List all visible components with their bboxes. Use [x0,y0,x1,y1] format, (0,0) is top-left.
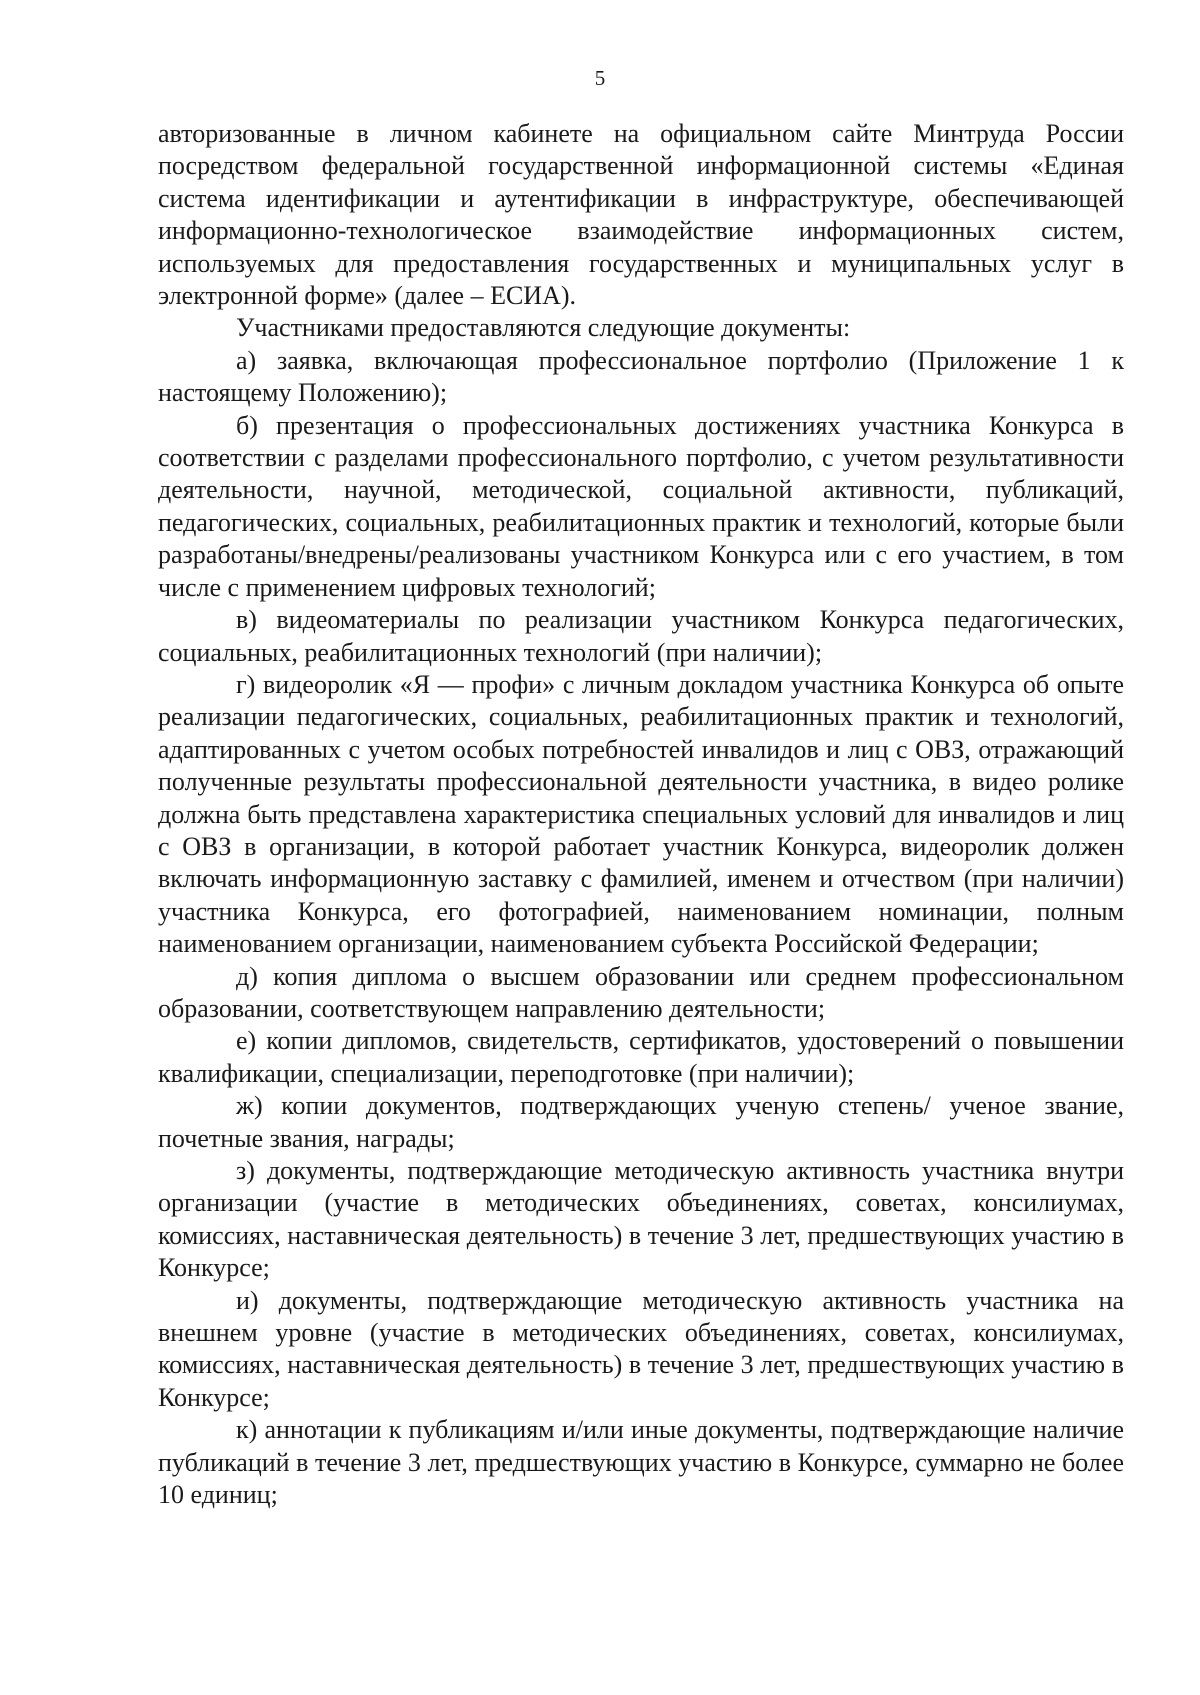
list-item-z: з) документы, подтверждающие методическую активность участника внутри организации (участие в методических объединениях, советах, консилиумах, комиссиях, наставническая деятельность) в течение 3 лет, предшествующих участию в Конкурсе; [158,1156,1124,1283]
paragraph-continuation: авторизованные в личном кабинете на официальном сайте Минтруда России посредством федеральной государственной информационной системы «Единая система идентификации и аутентификации в инфраструктуре, обеспечивающей информационно-технологическое взаимодействие информационных систем, используемых для предоставления государственных и муниципальных услуг в электронной форме» (далее – ЕСИА). [158,119,1124,311]
list-item-v: в) видеоматериалы по реализации участником Конкурса педагогических, социальных, реабилитационных технологий (при наличии); [158,605,1124,667]
list-item-b: б) презентация о профессиональных достижениях участника Конкурса в соответствии с разделами профессионального портфолио, с учетом результативности деятельности, научной, методической, социальной активности, публикаций, педагогических, социальных, реабилитационных практик и технологий, которые были разработаны/внедрены/реализованы участником Конкурса или с его участием, в том числе с применением цифровых технологий; [158,410,1124,602]
list-item-a: а) заявка, включающая профессиональное портфолио (Приложение 1 к настоящему Положению); [158,345,1124,408]
list-item-e: е) копии дипломов, свидетельств, сертификатов, удостоверений о повышении квалификации, специализации, переподготовке (при наличии); [158,1026,1124,1088]
page-number: 5 [594,66,606,90]
list-item-g: г) видеоролик «Я — профи» с личным докладом участника Конкурса об опыте реализации педагогических, социальных, реабилитационных практик и технологий, адаптированных с учетом особых потребностей инвалидов и лиц с ОВЗ, отражающий полученные результаты профессиональной деятельности участника, в видео ролике должна быть представлена характеристика специальных условий для инвалидов и лиц с ОВЗ в организации, в которой работает участник Конкурса, видеоролик должен включать информационную заставку с фамилией, именем и отчеством (при наличии) участника Конкурса, его фотографией, наименованием номинации, полным наименованием организации, наименованием субъекта Российской Федерации; [158,669,1124,959]
list-item-i: и) документы, подтверждающие методическую активность участника на внешнем уровне (участие в методических объединениях, советах, консилиумах, комиссиях, наставническая деятельность) в течение 3 лет, предшествующих участию в Конкурсе; [158,1285,1124,1412]
paragraph-documents-intro: Участниками предоставляются следующие документы: [236,313,851,343]
list-item-zh: ж) копии документов, подтверждающих ученую степень/ ученое звание, почетные звания, награды; [158,1091,1124,1153]
list-item-k: к) аннотации к публикациям и/или иные документы, подтверждающие наличие публикаций в течение 3 лет, предшествующих участию в Конкурсе, суммарно не более 10 единиц; [158,1415,1124,1510]
document-body [158,118,1124,1511]
list-item-d: д) копия диплома о высшем образовании или среднем профессиональном образовании, соответствующем направлению деятельности; [158,961,1124,1023]
